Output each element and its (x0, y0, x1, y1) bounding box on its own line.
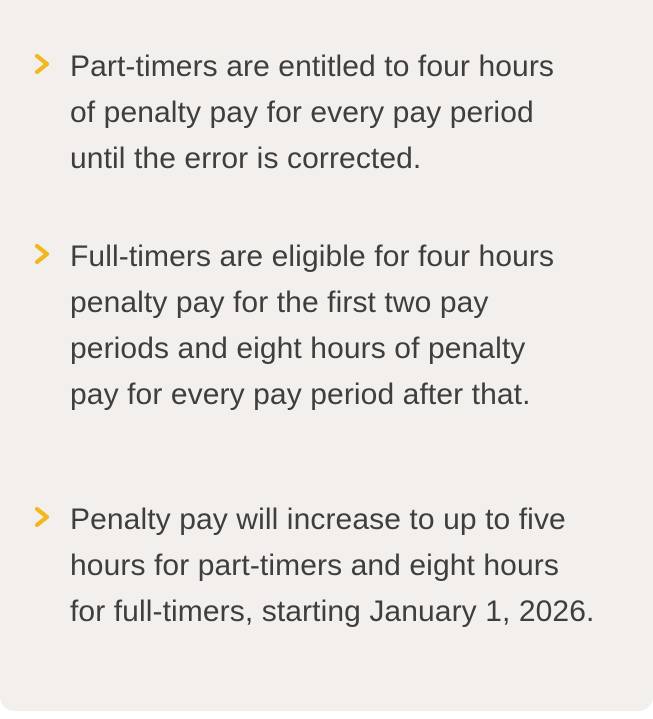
chevron-right-icon (34, 507, 50, 527)
chevron-right-icon (34, 54, 50, 74)
bullet-text: Part-timers are entitled to four hours of penalty pay for every pay period until the error is corrected. (70, 50, 555, 175)
bullet-text: Full-timers are eligible for four hours penalty pay for the first two pay periods and eight hours of penalty pay for every pay period after that. (70, 240, 555, 411)
chevron-right-icon (34, 244, 50, 264)
bullet-text: Penalty pay will increase to up to five hours for part-timers and eight hours for full-timers, starting January 1, 2026. (70, 503, 595, 628)
